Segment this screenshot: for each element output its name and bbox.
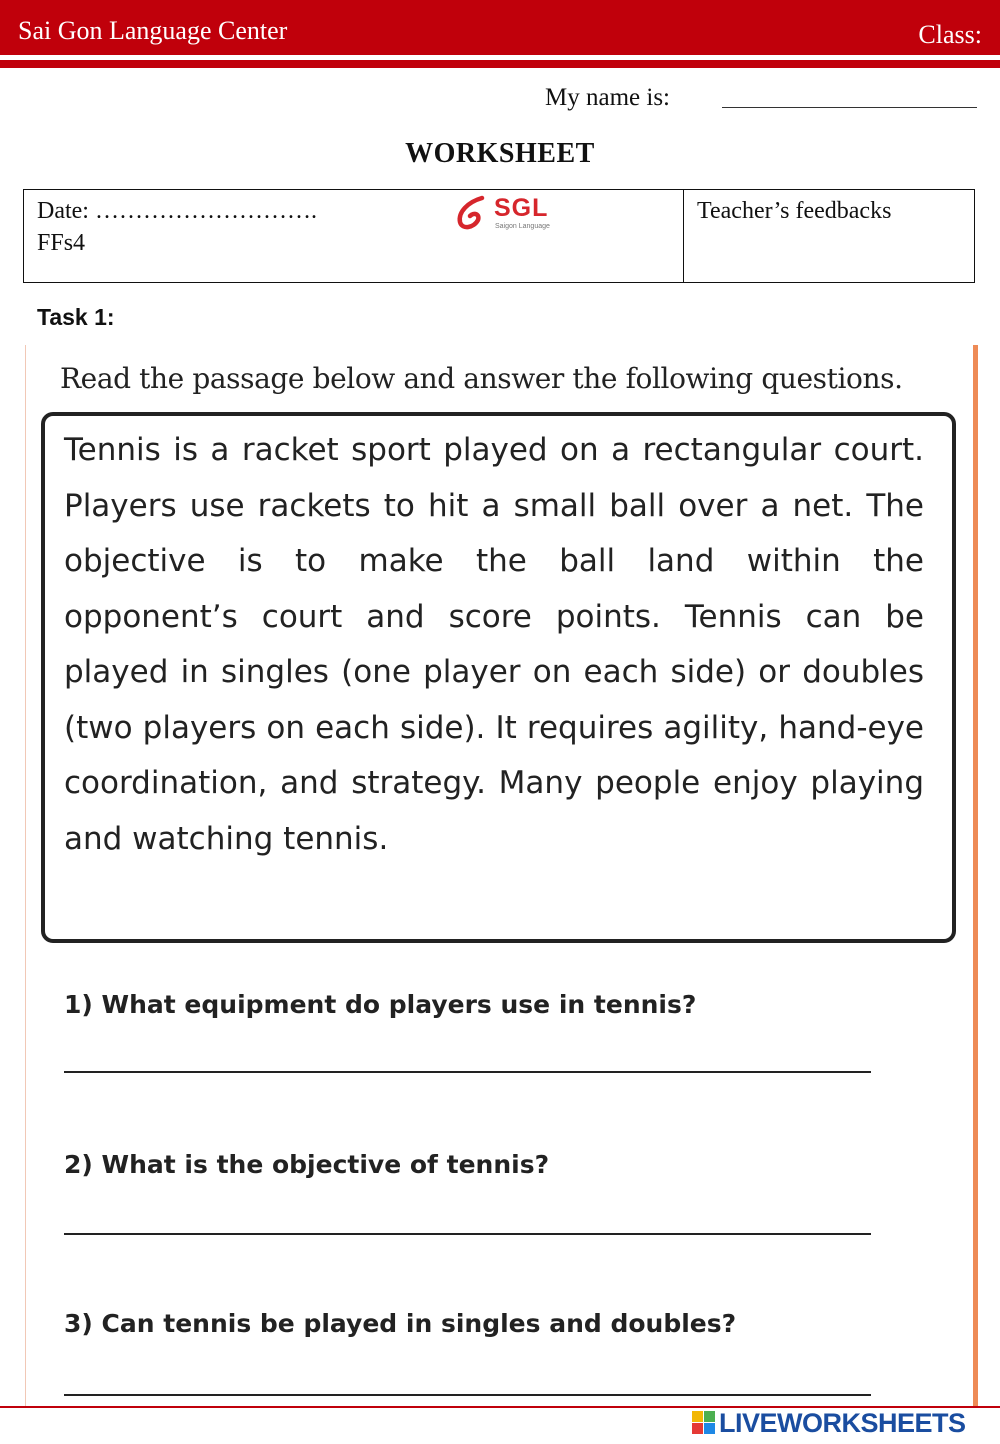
date-field: Date: ………………………. xyxy=(37,198,317,224)
name-answer-line[interactable] xyxy=(722,107,977,108)
task-label: Task 1: xyxy=(37,304,115,330)
liveworksheets-brand: LIVEWORKSHEETS xyxy=(719,1408,966,1438)
sgl-logo xyxy=(454,194,564,234)
info-box xyxy=(23,189,975,283)
class-code: FFs4 xyxy=(37,230,86,256)
page-title: WORKSHEET xyxy=(405,138,595,169)
center-name: Sai Gon Language Center xyxy=(18,16,288,45)
class-label: Class: xyxy=(918,20,982,49)
passage-text: Tennis is a racket sport played on a rectangular court. Players use rackets to hit a small ball over a net. The objective is to make the ball land within the opponent’s court and score points. Tennis can be played in singles (one player on each side) or doubles (two players on each side). It requires agility, hand-eye coordination, and strategy. Many people enjoy playing and watching tennis. xyxy=(64,432,924,857)
teacher-feedback-label: Teacher’s feedbacks xyxy=(697,198,892,224)
question-1: 1) What equipment do players use in tennis? xyxy=(64,990,697,1019)
liveworksheets-logo xyxy=(692,1408,992,1438)
question-2: 2) What is the objective of tennis? xyxy=(64,1150,550,1179)
info-divider xyxy=(683,190,684,282)
sgl-swoosh-icon xyxy=(454,194,490,234)
liveworksheets-grid-icon xyxy=(692,1411,716,1435)
instruction-text: Read the passage below and answer the following questions. xyxy=(60,362,903,395)
header-divider xyxy=(0,60,1000,68)
logo-subtext: Saigon Language xyxy=(495,223,550,230)
answer-line-3[interactable] xyxy=(64,1394,871,1396)
question-3: 3) Can tennis be played in singles and doubles? xyxy=(64,1309,737,1338)
header-bar xyxy=(0,0,1000,55)
name-label: My name is: xyxy=(545,84,670,111)
answer-line-1[interactable] xyxy=(64,1071,871,1073)
answer-line-2[interactable] xyxy=(64,1233,871,1235)
logo-text: SGL xyxy=(494,194,549,222)
